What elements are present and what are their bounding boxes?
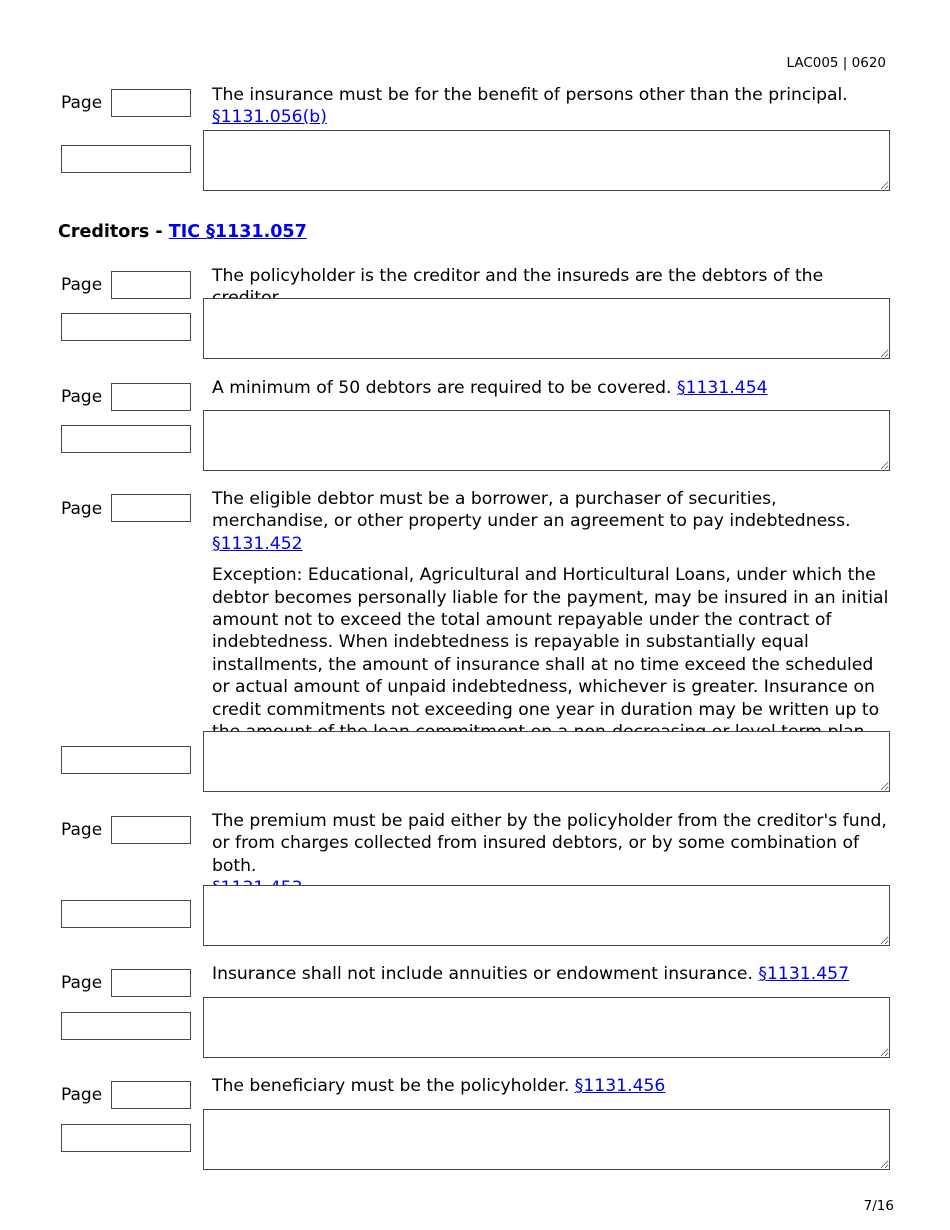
statute-link[interactable]: §1131.454 [676,378,768,398]
response-input[interactable] [61,900,191,928]
page-number-input[interactable] [111,383,191,411]
page-number: 7/16 [863,1198,894,1214]
page-number-input[interactable] [111,816,191,844]
page-label: Page [61,93,103,113]
comment-box[interactable] [203,298,890,359]
section-statute-link[interactable]: TIC §1131.057 [168,222,307,242]
comment-box[interactable] [203,997,890,1058]
response-input[interactable] [61,145,191,173]
page-number-input[interactable] [111,89,191,117]
page-number-input[interactable] [111,1081,191,1109]
comment-box[interactable] [203,885,890,946]
statute-link[interactable]: §1131.056(b) [212,107,327,128]
response-input[interactable] [61,1012,191,1040]
requirement-text: Insurance shall not include annuities or endowment insurance. §1131.457 [212,964,850,984]
statute-link[interactable]: §1131.457 [758,964,850,984]
requirement-text: The eligible debtor must be a borrower, a purchaser of securities, merchandise, or other property under an agreement to pay indebtedness. §1131.452 Exception: Educational, Agricultural and Horticultural Loans, under which the debtor becomes personally liable for the payment, may be insured in an initial amount not to exceed the total amount repayable under the contract of indebtedness. When indebtedness is repayable in substantially equal installments, the amount of insurance shall at no time exceed the scheduled or actual amount of unpaid indebtedness, whichever is greater. Insurance on credit commitments not exceeding one year in duration may be written up to [212,488,892,766]
response-input[interactable] [61,1124,191,1152]
comment-box[interactable] [203,130,890,191]
requirement-text: A minimum of 50 debtors are required to be covered. §1131.454 [212,378,768,398]
page-label: Page [61,275,103,295]
requirement-text: The insurance must be for the benefit of persons other than the principal. §1131.056(b) [212,85,848,128]
page-label: Page [61,1085,103,1105]
page-label: Page [61,499,103,519]
section-heading: Creditors - TIC §1131.057 [58,222,307,242]
requirement-text: The policyholder is the creditor and the insureds are the debtors of the [212,266,824,286]
comment-box[interactable] [203,1109,890,1170]
statute-link[interactable]: §1131.456 [574,1076,666,1096]
comment-box[interactable] [203,410,890,471]
response-input[interactable] [61,425,191,453]
page-number-input[interactable] [111,271,191,299]
document-code: LAC005 | 0620 [786,55,886,71]
requirement-text: The premium must be paid either by the policyholder from the creditor's fund, or from charges collected from insured debtors, or by some combination of both. [212,810,892,900]
requirement-text: The beneficiary must be the policyholder. §1131.456 [212,1076,666,1096]
page-label: Page [61,973,103,993]
statute-link[interactable]: §1131.452 [212,533,303,554]
page-label: Page [61,387,103,407]
page-label: Page [61,820,103,840]
comment-box[interactable] [203,731,890,792]
exception-text: Exception: Educational, Agricultural and Horticultural Loans, under which the debtor becomes personally liable for the payment, may be insured in an initial amount not to exceed the total amount repayable under the contract of indebtedness. When indebtedness is repayable in substantially equal installments, the amount of insurance shall at no time exceed the scheduled or actual amount of unpaid indebtedness, whichever is greater. Insurance on credit commitments not exceeding one year in duration may be written up to [212,564,892,766]
response-input[interactable] [61,313,191,341]
response-input[interactable] [61,746,191,774]
page-number-input[interactable] [111,494,191,522]
page-number-input[interactable] [111,969,191,997]
